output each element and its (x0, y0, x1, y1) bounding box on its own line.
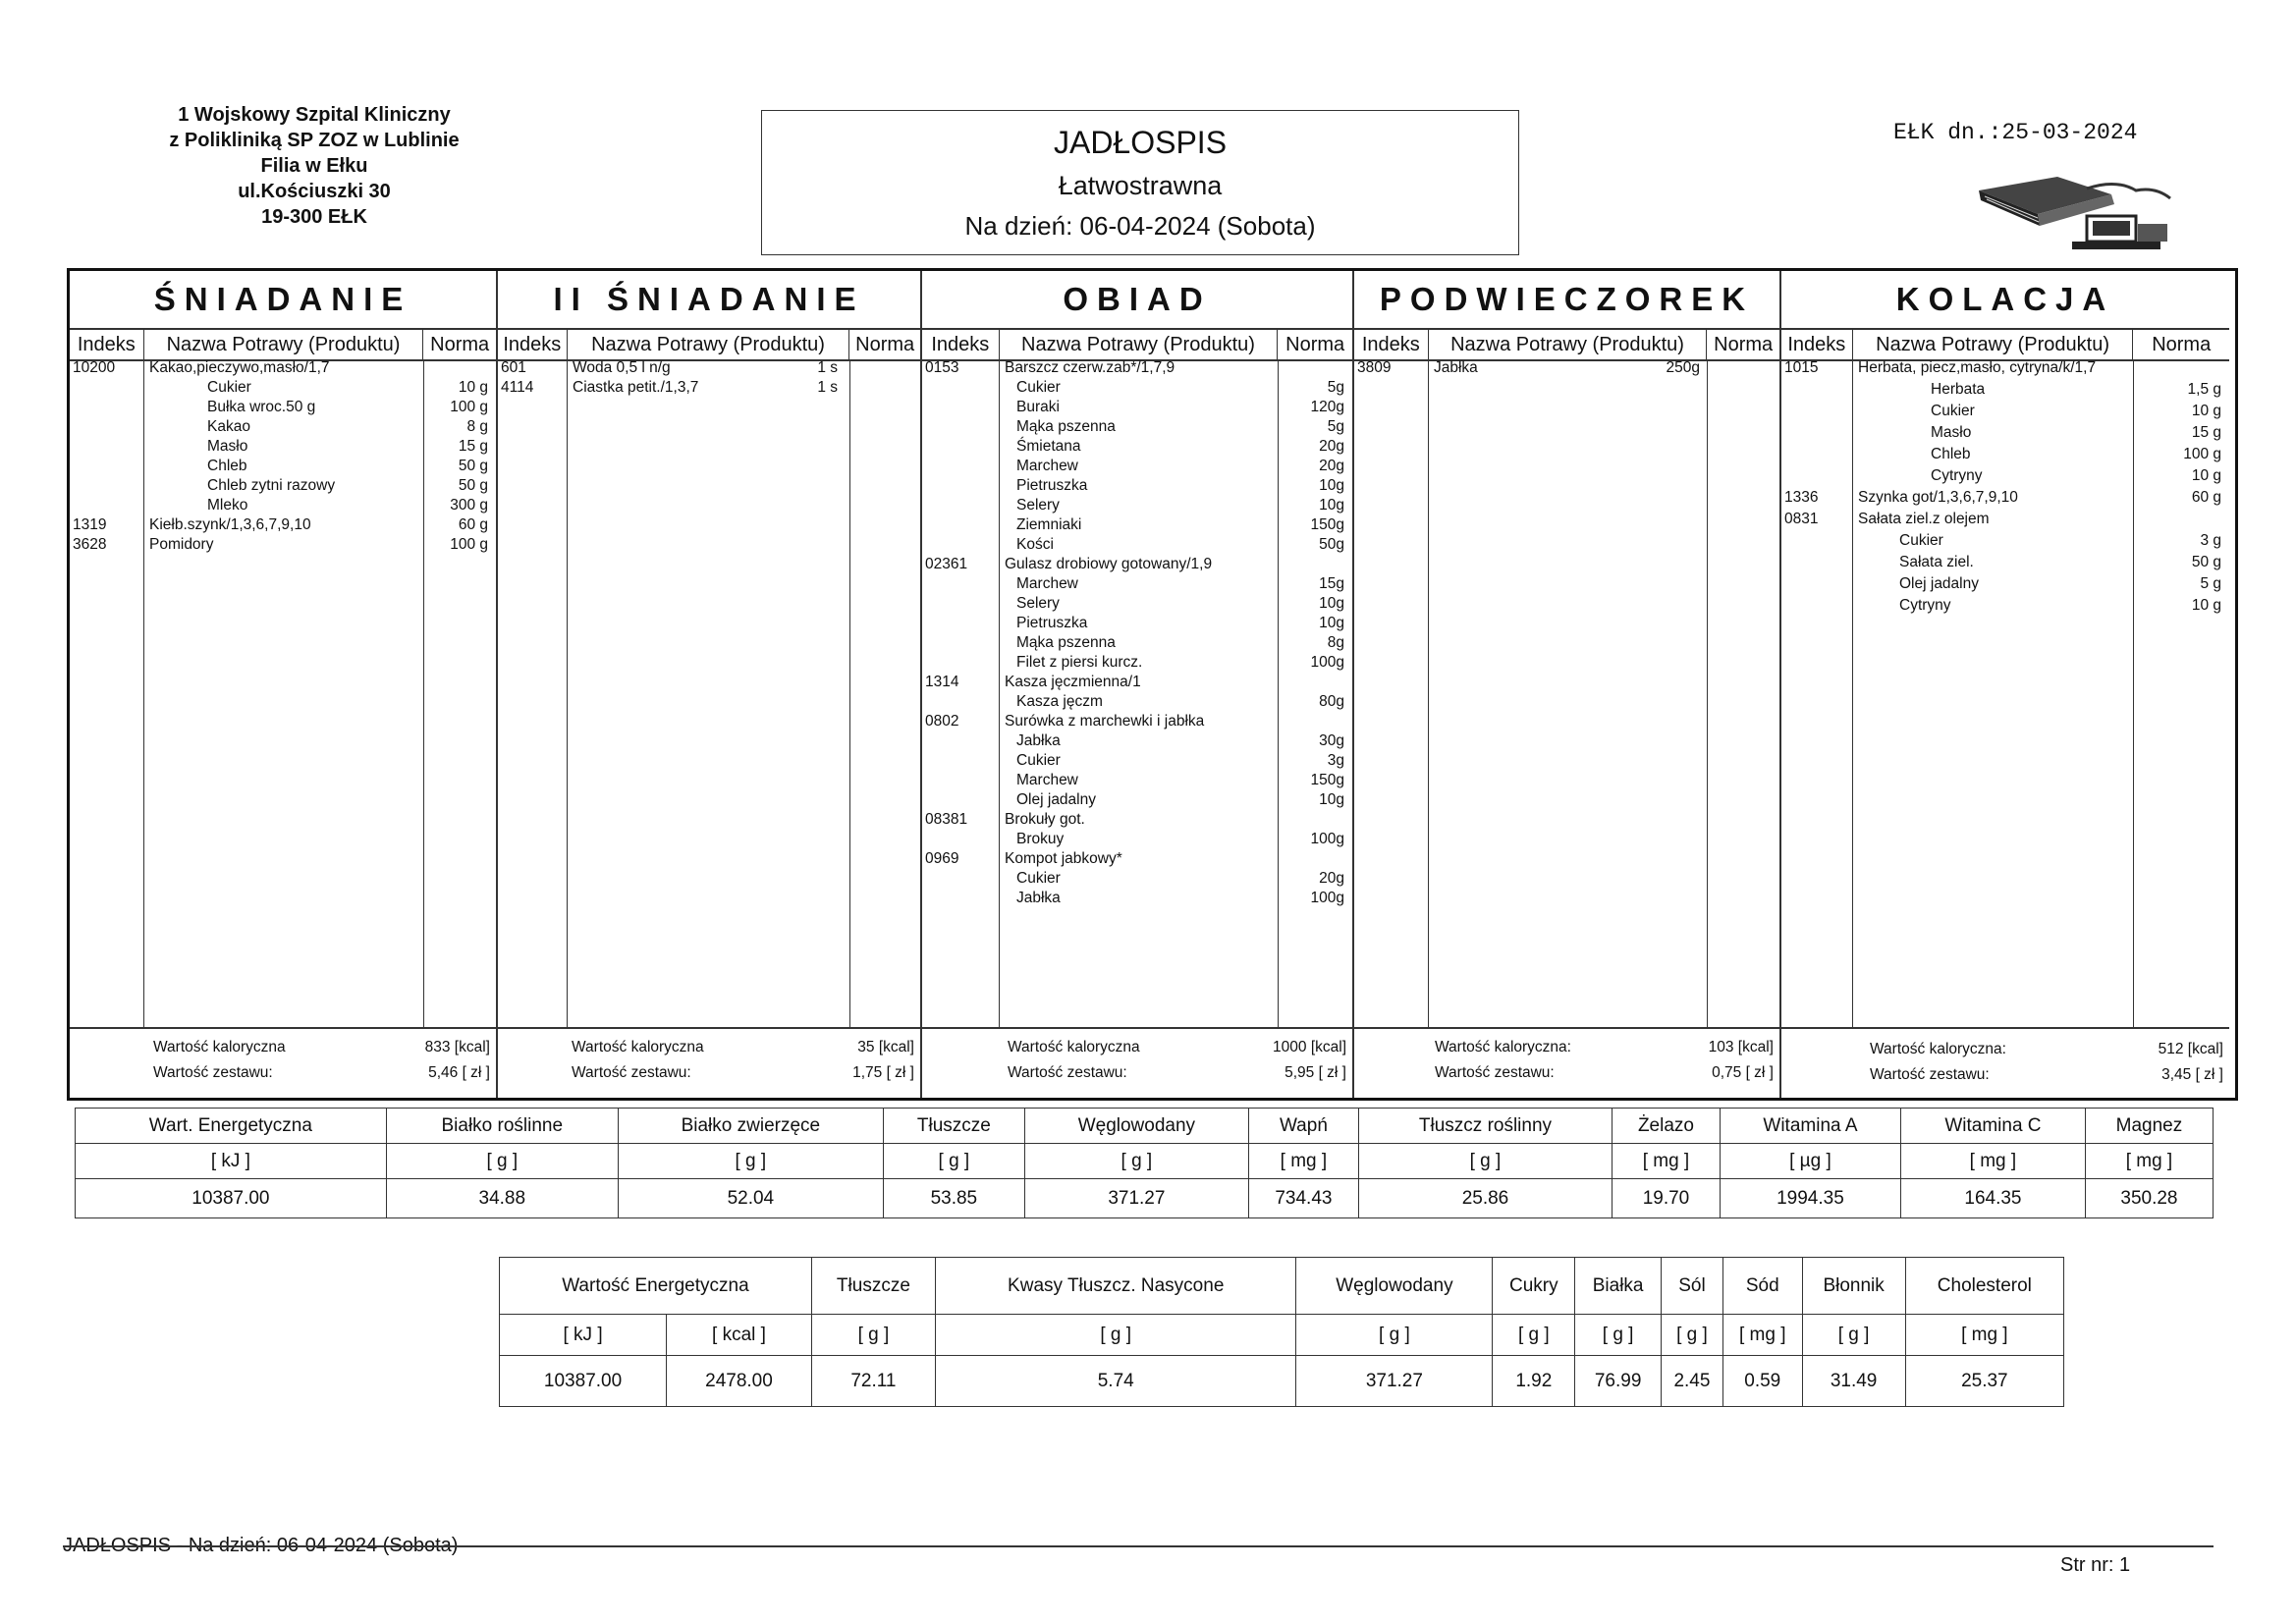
column-headers (70, 330, 496, 361)
table-header: Węglowodany (1296, 1258, 1493, 1315)
unit-cell: [ µg ] (1720, 1144, 1900, 1179)
table-header: Białka (1575, 1258, 1662, 1315)
footer-text: JADŁOSPIS - Na dzień: 06-04-2024 (Sobota) (63, 1535, 459, 1556)
meal-items: 0153 Barszcz czerw.zab*/1,7,9 Cukier 5g Buraki 120g Mąka pszenna 5g Śmietana 20g Marchew 20g Pietruszka 10g Selery 10g Ziemniaki 150g Kości 50g 02361 Gulasz drobiowy gotowany/1,9 Marchew 15g Selery 10g Pietruszka 10g Mąka pszenna 8g Filet z piersi kurcz. 100g 1314 Kasza jęczmienna/1 Kasza jęczm 80g 0802 Surówka z marchewki i jabłka Jabłka 30g Cukier 3g Marchew 150g Olej jadalny 10g 08381 Brokuły got. Brokuy 100g 0969 Kompot jabkowy* Cukier 20g Jabłka 100g (922, 359, 1352, 1029)
hospital-line: 19-300 EŁK (261, 206, 367, 228)
value-cell: 371.27 (1024, 1179, 1248, 1218)
meal-column-lunch (922, 271, 1354, 1098)
value-cell: 10387.00 (500, 1356, 667, 1407)
set-label: Wartość zestawu: (1008, 1064, 1127, 1081)
unit-cell: [ mg ] (2085, 1144, 2213, 1179)
table-header: Sód (1722, 1258, 1802, 1315)
column-headers (1781, 330, 2229, 361)
value-cell: 19.70 (1612, 1179, 1720, 1218)
table-row (500, 1258, 2064, 1315)
value-cell: 371.27 (1296, 1356, 1493, 1407)
value-cell: 734.43 (1248, 1179, 1358, 1218)
menu-date: Na dzień: 06-04-2024 (Sobota) (964, 211, 1316, 241)
value-cell: 25.86 (1358, 1179, 1612, 1218)
set-value: 5,46 [ zł ] (428, 1064, 490, 1081)
kcal-value: 833 [kcal] (424, 1039, 490, 1055)
set-label: Wartość zestawu: (153, 1064, 273, 1081)
table-header: Węglowodany (1024, 1109, 1248, 1144)
unit-cell: [ g ] (1493, 1315, 1575, 1356)
value-cell: 2.45 (1661, 1356, 1722, 1407)
meal-items: 3809 Jabłka 250g (1354, 359, 1779, 1029)
set-label: Wartość zestawu: (572, 1064, 691, 1081)
unit-cell: [ g ] (1024, 1144, 1248, 1179)
hospital-line: ul.Kościuszki 30 (238, 181, 391, 202)
table-row (76, 1109, 2214, 1144)
hospital-address (118, 102, 511, 230)
table-header: Żelazo (1612, 1109, 1720, 1144)
meal-column-dinner (1781, 271, 2229, 1098)
header-name: Nazwa Potrawy (Produktu) (1000, 330, 1279, 359)
kcal-label: Wartość kaloryczna (1008, 1039, 1140, 1055)
meal-items: 10200 Kakao,pieczywo,masło/1,7 Cukier 10 g Bułka wroc.50 g 100 g Kakao 8 g Masło 15 g Chleb 50 g Chleb zytni razowy 50 g Mleko 300 g 1319 Kiełb.szynk/1,3,6,7,9,10 60 g 3628 Pomidory 100 g (70, 359, 496, 1029)
meal-title: ŚNIADANIE (70, 271, 496, 330)
header-name: Nazwa Potrawy (Produktu) (144, 330, 424, 359)
table-header: Cholesterol (1905, 1258, 2063, 1315)
page-number: Str nr: 1 (2060, 1554, 2131, 1576)
table-header: Błonnik (1802, 1258, 1905, 1315)
value-cell: 53.85 (883, 1179, 1024, 1218)
unit-cell: [ g ] (1802, 1315, 1905, 1356)
table-row (76, 1144, 2214, 1179)
header-index: Indeks (1781, 330, 1853, 359)
table-header: Tłuszcz roślinny (1358, 1109, 1612, 1144)
header-norm: Norma (855, 333, 915, 355)
header-index: Indeks (922, 330, 1000, 359)
page-title: JADŁOSPIS (1053, 125, 1228, 160)
kcal-value: 103 [kcal] (1708, 1039, 1774, 1055)
kcal-value: 1000 [kcal] (1273, 1039, 1346, 1055)
header-index: Indeks (1354, 330, 1429, 359)
unit-cell: [ g ] (1358, 1144, 1612, 1179)
meal-title: KOLACJA (1781, 271, 2229, 330)
header-index: Indeks (498, 330, 568, 359)
unit-cell: [ kJ ] (76, 1144, 387, 1179)
header-name: Nazwa Potrawy (Produktu) (1429, 330, 1708, 359)
header-name: Nazwa Potrawy (Produktu) (568, 330, 850, 359)
table-header: Tłuszcze (883, 1109, 1024, 1144)
header-norm: Norma (2152, 333, 2212, 355)
value-cell: 350.28 (2085, 1179, 2213, 1218)
value-cell: 10387.00 (76, 1179, 387, 1218)
meal-title: OBIAD (922, 271, 1352, 330)
nutrition-table-2 (499, 1257, 2064, 1407)
meal-summary (1781, 1027, 2229, 1098)
menu-table (67, 268, 2238, 1101)
set-value: 1,75 [ zł ] (852, 1064, 914, 1081)
unit-cell: [ kJ ] (500, 1315, 667, 1356)
table-header: Wapń (1248, 1109, 1358, 1144)
value-cell: 0.59 (1722, 1356, 1802, 1407)
book-computer-logo-icon (1969, 169, 2190, 259)
set-label: Wartość zestawu: (1870, 1066, 1990, 1083)
table-header: Białko zwierzęce (618, 1109, 883, 1144)
nutrition-table-1 (75, 1108, 2214, 1218)
set-label: Wartość zestawu: (1435, 1064, 1555, 1081)
unit-cell: [ mg ] (1905, 1315, 2063, 1356)
kcal-label: Wartość kaloryczna: (1435, 1039, 1571, 1055)
meal-items: 1015 Herbata, piecz,masło, cytryna/k/1,7 Herbata 1,5 g Cukier 10 g Masło 15 g Chleb 100 g Cytryny 10 g 1336 Szynka got/1,3,6,7,9,10 60 g 0831 Sałata ziel.z olejem Cukier 3 g Sałata ziel. 50 g Olej jadalny 5 g Cytryny 10 g (1781, 359, 2229, 1029)
table-row (500, 1315, 2064, 1356)
table-header: Cukry (1493, 1258, 1575, 1315)
unit-cell: [ g ] (618, 1144, 883, 1179)
title-box (761, 110, 1519, 255)
unit-cell: [ kcal ] (667, 1315, 812, 1356)
header-index: Indeks (70, 330, 144, 359)
unit-cell: [ g ] (1575, 1315, 1662, 1356)
value-cell: 25.37 (1905, 1356, 2063, 1407)
meal-column-second-breakfast (498, 271, 922, 1098)
meal-title: PODWIECZOREK (1354, 271, 1779, 330)
hospital-line: z Polikliniką SP ZOZ w Lublinie (169, 130, 460, 151)
table-header: Magnez (2085, 1109, 2213, 1144)
table-header: Kwasy Tłuszcz. Nasycone (935, 1258, 1296, 1315)
meal-column-afternoon-snack (1354, 271, 1781, 1098)
meal-summary (70, 1027, 496, 1098)
value-cell: 31.49 (1802, 1356, 1905, 1407)
table-header: Tłuszcze (811, 1258, 935, 1315)
hospital-line: Filia w Ełku (260, 155, 368, 177)
unit-cell: [ mg ] (1612, 1144, 1720, 1179)
value-cell: 5.74 (935, 1356, 1296, 1407)
set-value: 3,45 [ zł ] (2161, 1066, 2223, 1083)
kcal-value: 35 [kcal] (857, 1039, 914, 1055)
unit-cell: [ mg ] (1722, 1315, 1802, 1356)
unit-cell: [ g ] (935, 1315, 1296, 1356)
value-cell: 1994.35 (1720, 1179, 1900, 1218)
unit-cell: [ g ] (1661, 1315, 1722, 1356)
unit-cell: [ mg ] (1248, 1144, 1358, 1179)
value-cell: 72.11 (811, 1356, 935, 1407)
header-norm: Norma (1285, 333, 1345, 355)
column-headers (1354, 330, 1779, 361)
meal-title: II ŚNIADANIE (498, 271, 920, 330)
column-headers (498, 330, 920, 361)
meal-items: 601 Woda 0,5 l n/g 1 s 4114 Ciastka petit./1,3,7 1 s (498, 359, 920, 1029)
hospital-line: 1 Wojskowy Szpital Kliniczny (178, 104, 451, 126)
table-header: Wart. Energetyczna (76, 1109, 387, 1144)
diet-name: Łatwostrawna (1058, 171, 1223, 200)
issue-date-stamp: EŁK dn.:25-03-2024 (1893, 120, 2138, 145)
kcal-label: Wartość kaloryczna (153, 1039, 286, 1055)
value-cell: 34.88 (386, 1179, 618, 1218)
unit-cell: [ g ] (386, 1144, 618, 1179)
kcal-label: Wartość kaloryczna (572, 1039, 704, 1055)
value-cell: 1.92 (1493, 1356, 1575, 1407)
table-header: Wartość Energetyczna (500, 1258, 812, 1315)
value-cell: 76.99 (1575, 1356, 1662, 1407)
value-cell: 2478.00 (667, 1356, 812, 1407)
table-header: Witamina A (1720, 1109, 1900, 1144)
table-header: Sól (1661, 1258, 1722, 1315)
kcal-label: Wartość kaloryczna: (1870, 1041, 2006, 1057)
table-header: Białko roślinne (386, 1109, 618, 1144)
unit-cell: [ g ] (883, 1144, 1024, 1179)
column-headers (922, 330, 1352, 361)
meal-column-breakfast (70, 271, 498, 1098)
set-value: 5,95 [ zł ] (1285, 1064, 1346, 1081)
table-row (76, 1179, 2214, 1218)
footer-divider (63, 1545, 2214, 1547)
unit-cell: [ g ] (811, 1315, 935, 1356)
meal-summary (498, 1027, 920, 1098)
kcal-value: 512 [kcal] (2158, 1041, 2223, 1057)
header-norm: Norma (430, 333, 490, 355)
meal-summary (922, 1027, 1352, 1098)
unit-cell: [ mg ] (1900, 1144, 2085, 1179)
set-value: 0,75 [ zł ] (1712, 1064, 1774, 1081)
table-row (500, 1356, 2064, 1407)
value-cell: 164.35 (1900, 1179, 2085, 1218)
table-header: Witamina C (1900, 1109, 2085, 1144)
value-cell: 52.04 (618, 1179, 883, 1218)
header-name: Nazwa Potrawy (Produktu) (1853, 330, 2134, 359)
meal-summary (1354, 1027, 1779, 1098)
unit-cell: [ g ] (1296, 1315, 1493, 1356)
header-norm: Norma (1714, 333, 1774, 355)
